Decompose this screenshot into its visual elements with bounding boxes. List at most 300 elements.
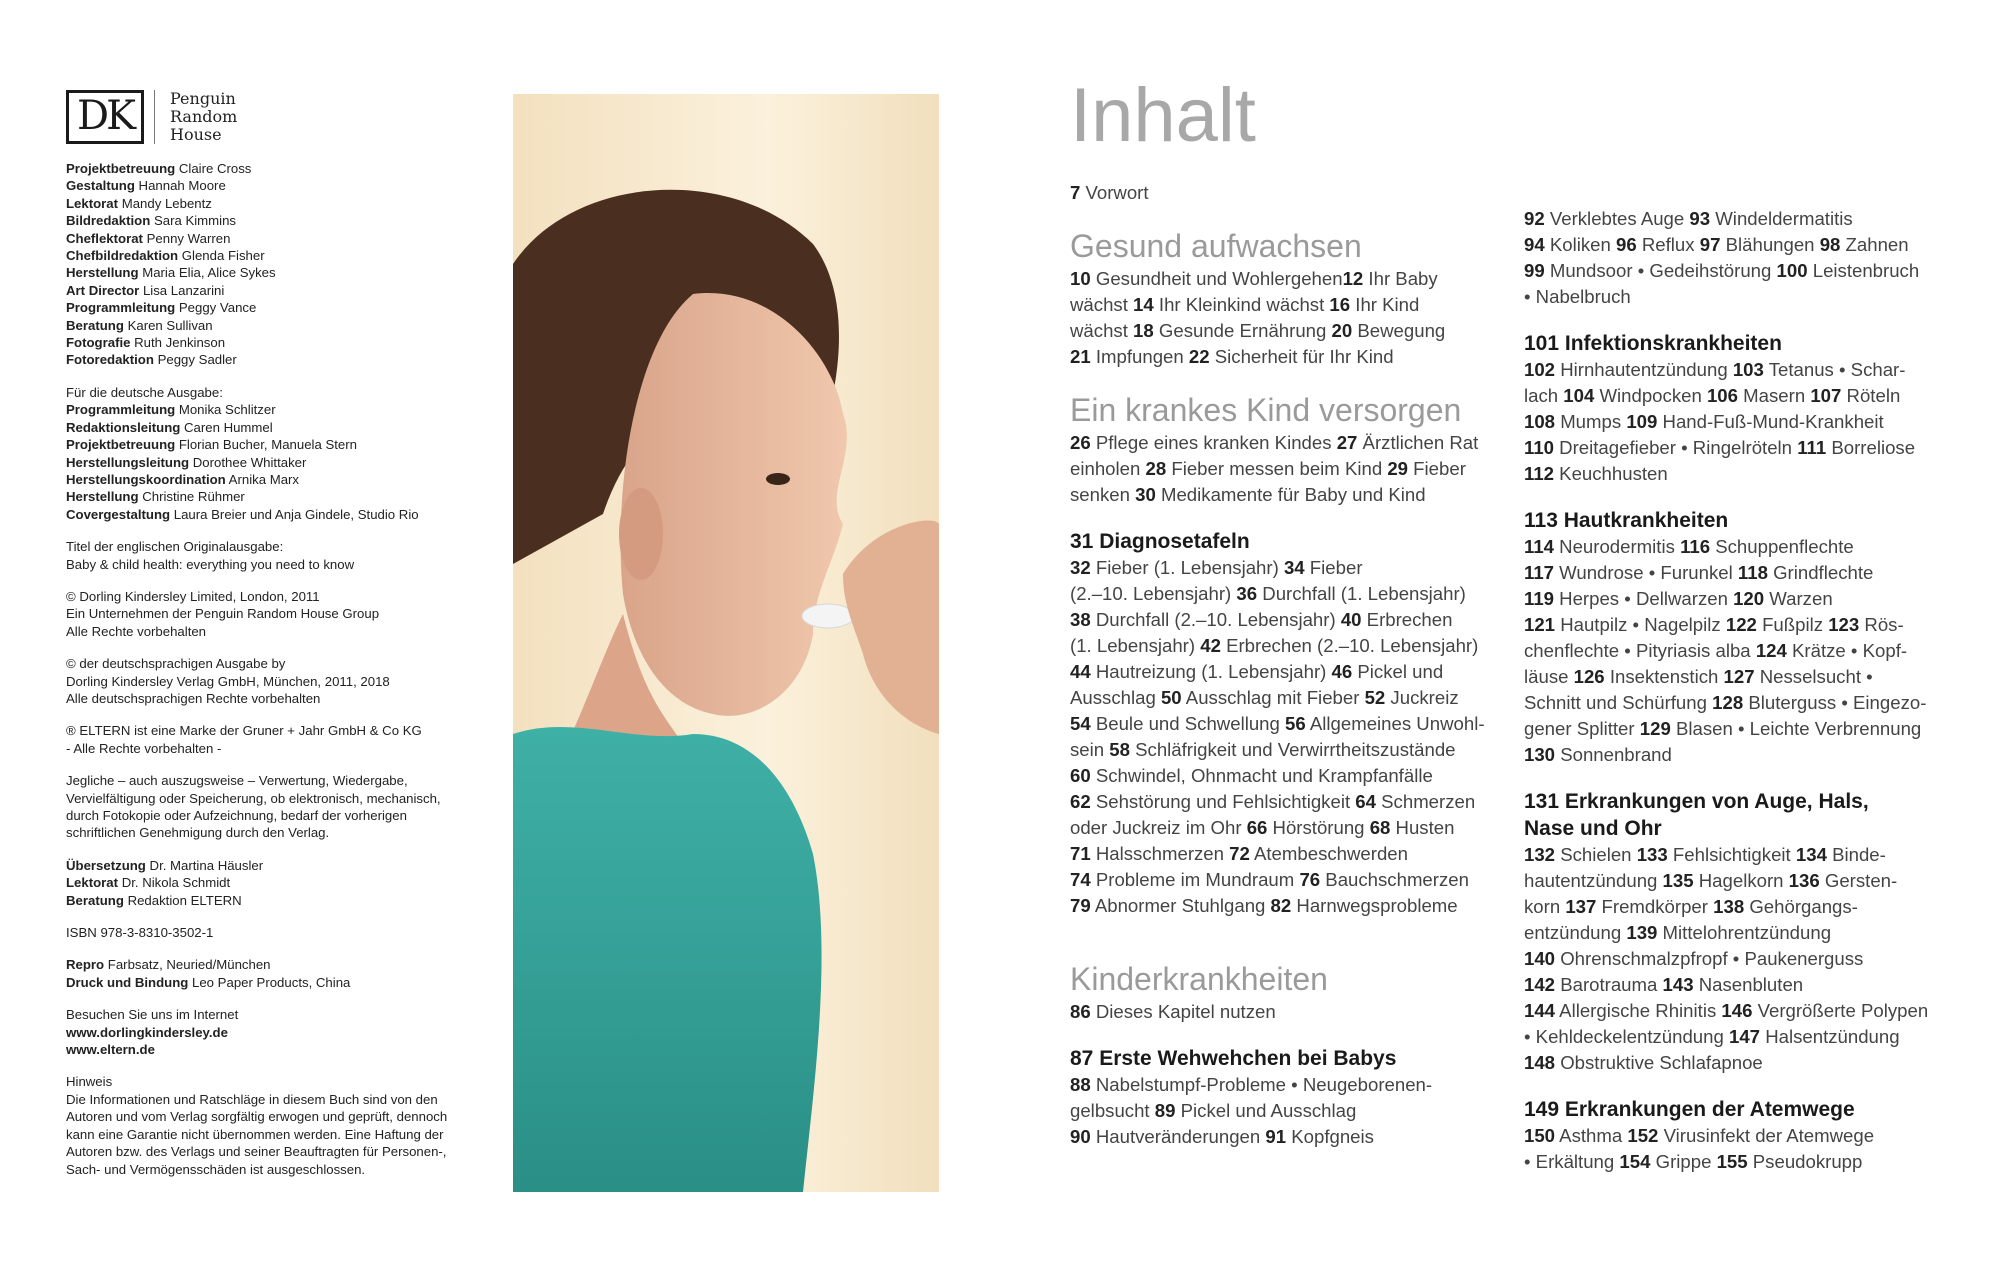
credit-role: Herstellungskoordination (66, 471, 226, 487)
toc-page-number[interactable]: 54 (1070, 713, 1091, 734)
toc-line (1070, 999, 1500, 1025)
toc-entry-text[interactable]: Sicherheit für Ihr Kind (1209, 346, 1394, 367)
toc-page-number[interactable]: 74 (1070, 869, 1091, 890)
toc-entry-text[interactable]: Windpocken (1594, 385, 1707, 406)
toc-entry-text[interactable]: Wundrose • Furunkel (1554, 562, 1738, 583)
toc-entry-text[interactable]: Impfungen (1090, 346, 1189, 367)
toc-line (1070, 1124, 1500, 1150)
credit-role: Projektbetreuung (66, 437, 176, 453)
toc-page-number[interactable]: 130 (1524, 744, 1556, 765)
toc-entry-text[interactable]: Fieber (1. Lebensjahr) (1090, 557, 1284, 578)
toc-line (1524, 842, 1954, 868)
toc-entry-text[interactable]: Krätze • Kopf- (1786, 640, 1908, 661)
toc-page-number[interactable]: 79 (1070, 895, 1091, 916)
spacer (1524, 768, 1954, 788)
credits-list (66, 160, 496, 369)
toc-line (1524, 232, 1954, 258)
toc-page-number[interactable]: 46 (1331, 661, 1353, 682)
toc-page-number[interactable]: 64 (1355, 791, 1376, 812)
toc-page-number[interactable]: 118 (1737, 562, 1768, 583)
toc-page-number[interactable]: 66 (1246, 817, 1268, 838)
credit-name: Hannah Moore (138, 178, 226, 194)
toc-section-heading: Kinderkrankheiten (1070, 961, 1328, 997)
toc-page-number[interactable]: 36 (1236, 583, 1258, 604)
toc-entry-text[interactable]: • Nabelbruch (1524, 286, 1631, 307)
toc-line (1524, 1050, 1954, 1076)
credit-role: Programmleitung (66, 300, 176, 316)
publisher-name (170, 90, 237, 144)
toc-page-number[interactable]: 123 (1828, 614, 1860, 635)
credit-role: Projektbetreuung (66, 161, 176, 176)
toc-page-number[interactable]: 106 (1706, 385, 1738, 406)
toc-chapter-heading: 131 Erkrankungen von Auge, Hals, (1524, 790, 1869, 813)
toc-page-number[interactable]: 154 (1619, 1151, 1651, 1172)
toc-page-number[interactable]: 82 (1270, 895, 1292, 916)
credit-role: Covergestaltung (66, 506, 171, 522)
isbn-block (66, 924, 496, 941)
toc-line (1524, 664, 1954, 690)
toc-entry-text[interactable]: Schwindel, Ohnmacht und Krampfanfälle (1090, 765, 1433, 786)
text-line: Ein Unternehmen der Penguin Random House Group (66, 606, 380, 622)
toc-page-number[interactable]: 86 (1070, 1001, 1091, 1022)
toc-page-number[interactable]: 98 (1819, 234, 1841, 255)
credit-role: Fotoredaktion (66, 352, 154, 368)
toc-entry-text[interactable]: (1. Lebensjahr) (1070, 635, 1201, 656)
toc-entry-text[interactable]: Obstruktive Schlafapnoe (1555, 1052, 1763, 1073)
credit-line (66, 212, 496, 229)
toc-line (1070, 555, 1500, 581)
toc-page-number[interactable]: 133 (1636, 844, 1668, 865)
toc-page-number[interactable]: 110 (1524, 437, 1554, 458)
toc-entry-text[interactable]: Barotrauma (1555, 974, 1663, 995)
toc-entry-text[interactable]: Juckreiz (1385, 687, 1459, 708)
toc-entry-text[interactable]: • Kehldeckelentzündung (1524, 1026, 1729, 1047)
toc-entry-text[interactable]: Ihr Baby (1363, 268, 1438, 289)
toc-page-number[interactable]: 38 (1070, 609, 1091, 630)
toc-line (1070, 292, 1500, 318)
toc-page-number[interactable]: 111 (1797, 437, 1827, 458)
toc-entry-text[interactable]: Kopfgneis (1286, 1126, 1374, 1147)
toc-entry-text[interactable]: (2.–10. Lebensjahr) (1070, 583, 1237, 604)
toc-entry-text[interactable]: Schuppenflechte (1710, 536, 1854, 557)
toc-entry-text[interactable]: Tetanus • Schar- (1763, 359, 1906, 380)
credit-role: Gestaltung (66, 178, 135, 194)
toc-page-number[interactable]: 44 (1070, 661, 1091, 682)
dk-logo-mark: DK (66, 90, 144, 144)
credit-role: Übersetzung (66, 857, 146, 873)
toc-page-number[interactable]: 144 (1524, 1000, 1556, 1021)
toc-page-number[interactable]: 96 (1616, 234, 1637, 255)
credit-line (66, 419, 496, 436)
trademark-note (66, 722, 496, 757)
credit-line (66, 956, 496, 973)
publisher-line: House (170, 125, 222, 144)
toc-entry-text[interactable]: Nasenbluten (1693, 974, 1804, 995)
toc-entry-text[interactable]: Pickel und Ausschlag (1175, 1100, 1357, 1121)
toc-page-number[interactable]: 134 (1795, 844, 1827, 865)
toc-entry-text[interactable]: Grippe (1650, 1151, 1717, 1172)
toc-page-number[interactable]: 126 (1573, 666, 1605, 687)
toc-page-number[interactable]: 29 (1387, 458, 1409, 479)
toc-entry-text[interactable]: Asthma (1555, 1125, 1628, 1146)
copyright-de (66, 655, 496, 707)
toc-line (1524, 435, 1954, 461)
toc-entry-text[interactable]: Schmerzen (1375, 791, 1476, 812)
publisher-line: Penguin (170, 89, 236, 108)
toc-line (1524, 258, 1954, 284)
toc-entry-text[interactable]: Bauchschmerzen (1320, 869, 1469, 890)
text-line: Alle Rechte vorbehalten (66, 623, 207, 639)
toc-entry-text[interactable]: sein (1070, 739, 1110, 760)
toc-entry-text[interactable]: Blasen • Leichte Verbrennung (1670, 718, 1922, 739)
toc-line (1524, 946, 1954, 972)
toc-page-number[interactable]: 136 (1788, 870, 1820, 891)
copyright-uk (66, 588, 496, 640)
toc-entry-text[interactable]: Virusinfekt der Atemwege (1658, 1125, 1875, 1146)
credit-line (66, 436, 496, 453)
toc-line (1524, 534, 1954, 560)
toc-entry-text[interactable]: wächst (1070, 320, 1134, 341)
photo-illustration (513, 94, 939, 1192)
toc-entry-text[interactable]: Gesundheit und Wohlergehen (1090, 268, 1343, 289)
toc-entry-text[interactable]: Pflege eines kranken Kindes (1090, 432, 1337, 453)
toc-entry-text[interactable]: Hand-Fuß-Mund-Krankheit (1657, 411, 1884, 432)
toc-page-number[interactable]: 7 (1070, 182, 1081, 203)
toc-entry-text[interactable]: Ausschlag (1070, 687, 1161, 708)
toc-entry-text[interactable]: Mundsoor • Gedeihstörung (1544, 260, 1777, 281)
toc-page-number[interactable]: 116 (1680, 536, 1711, 557)
toc-entry-text[interactable]: Warzen (1764, 588, 1833, 609)
toc-page-number[interactable]: 30 (1135, 484, 1156, 505)
website-link[interactable]: www.dorlingkindersley.de (66, 1024, 228, 1040)
toc-page-number[interactable]: 148 (1524, 1052, 1556, 1073)
toc-entry-text[interactable]: Beule und Schwellung (1090, 713, 1286, 734)
toc-entry-text[interactable]: Ohrenschmalzpfropf • Paukenerguss (1555, 948, 1864, 969)
credit-line (66, 334, 496, 351)
toc-entry-text[interactable]: Neurodermitis (1554, 536, 1681, 557)
credit-line (66, 351, 496, 368)
toc-page-number[interactable]: 124 (1755, 640, 1787, 661)
toc-entry-text[interactable]: Binde- (1826, 844, 1886, 865)
toc-entry-text[interactable]: wächst (1070, 294, 1134, 315)
toc-entry-text[interactable]: entzündung (1524, 922, 1627, 943)
toc-page-number[interactable]: 50 (1160, 687, 1182, 708)
isbn: ISBN 978-3-8310-3502-1 (66, 925, 214, 941)
toc-entry-text[interactable]: Keuchhusten (1554, 463, 1668, 484)
toc-page-number[interactable]: 27 (1336, 432, 1358, 453)
toc-entry-text[interactable]: Atembeschwerden (1249, 843, 1408, 864)
toc-entry-text[interactable]: Borreliose (1826, 437, 1916, 458)
toc-line (1524, 284, 1954, 310)
toc-entry-text[interactable]: Halsentzündung (1760, 1026, 1900, 1047)
toc-entry-text[interactable]: Allergische Rhinitis (1555, 1000, 1722, 1021)
toc-entry-text[interactable]: Medikamente für Baby und Kind (1155, 484, 1426, 505)
toc-page-number[interactable]: 99 (1524, 260, 1545, 281)
toc-page-number[interactable]: 94 (1524, 234, 1545, 255)
toc-entry-text[interactable]: Probleme im Mundraum (1090, 869, 1300, 890)
toc-entry-text[interactable]: Hagelkorn (1693, 870, 1789, 891)
toc-entry-text[interactable]: läuse (1524, 666, 1574, 687)
toc-page-number[interactable]: 137 (1565, 896, 1597, 917)
toc-page-number[interactable]: 42 (1200, 635, 1221, 656)
toc-entry-text[interactable]: Zahnen (1840, 234, 1909, 255)
toc-entry-text[interactable]: hautentzündung (1524, 870, 1663, 891)
credit-line (66, 177, 496, 194)
toc-entry-text[interactable]: Schläfrigkeit und Verwirrtheitszustände (1129, 739, 1456, 760)
website-link[interactable]: www.eltern.de (66, 1042, 155, 1058)
toc-page-number[interactable]: 16 (1329, 294, 1351, 315)
toc-entry-text[interactable]: Rös- (1859, 614, 1904, 635)
spacer (1070, 206, 1500, 226)
toc-entry-text[interactable]: Schnitt und Schürfung (1524, 692, 1713, 713)
toc-entry-text[interactable]: Halsschmerzen (1090, 843, 1230, 864)
toc-page-number[interactable]: 119 (1524, 588, 1554, 609)
text-line: Jegliche – auch auszugsweise – Verwertung, Wiedergabe, (66, 773, 408, 789)
text-line: durch Fotokopie oder Aufzeichnung, bedarf der vorherigen (66, 808, 407, 823)
toc-entry-text[interactable]: Hautpilz • Nagelpilz (1555, 614, 1726, 635)
toc-entry-text[interactable]: Allgemeines Unwohl- (1305, 713, 1485, 734)
toc-page-number[interactable]: 71 (1070, 843, 1091, 864)
toc-page-number[interactable]: 102 (1524, 359, 1556, 380)
toc-page-number[interactable]: 76 (1299, 869, 1321, 890)
toc-page-number[interactable]: 127 (1723, 666, 1755, 687)
toc-entry-text[interactable]: Grindflechte (1767, 562, 1874, 583)
credit-name: Monika Schlitzer (178, 402, 276, 418)
imprint-block (66, 160, 496, 1193)
credit-name: Karen Sullivan (127, 317, 213, 333)
toc-page-number[interactable]: 22 (1188, 346, 1210, 367)
toc-entry-text[interactable]: Vergrößerte Polypen (1752, 1000, 1929, 1021)
toc-entry-text[interactable]: Hautveränderungen (1090, 1126, 1266, 1147)
toc-entry-text[interactable]: Sehstörung und Fehlsichtigkeit (1090, 791, 1356, 812)
toc-page-number[interactable]: 139 (1626, 922, 1658, 943)
toc-entry-text[interactable]: Gesunde Ernährung (1153, 320, 1332, 341)
toc-entry-text[interactable]: lach (1524, 385, 1564, 406)
toc-page-number[interactable]: 92 (1524, 208, 1545, 229)
toc-page-number[interactable]: 18 (1133, 320, 1154, 341)
toc-page-number[interactable]: 58 (1109, 739, 1130, 760)
toc-page-number[interactable]: 128 (1712, 692, 1744, 713)
toc-entry-text[interactable]: Fremdkörper (1596, 896, 1714, 917)
text-line: Alle deutschsprachigen Rechte vorbehalten (66, 690, 321, 706)
toc-entry-text[interactable]: einholen (1070, 458, 1146, 479)
toc-page-number[interactable]: 146 (1721, 1000, 1753, 1021)
toc-entry-text[interactable]: chenflechte • Pityriasis alba (1524, 640, 1756, 661)
toc-page-number[interactable]: 26 (1070, 432, 1091, 453)
toc-entry-text[interactable]: Windeldermatitis (1710, 208, 1853, 229)
original-title (66, 538, 496, 573)
toc-entry-text[interactable]: Hautreizung (1. Lebensjahr) (1090, 661, 1332, 682)
toc-entry-text[interactable]: Gersten- (1819, 870, 1898, 891)
toc-page-number[interactable]: 121 (1524, 614, 1556, 635)
toc-page-number[interactable]: 122 (1725, 614, 1757, 635)
credit-role: Herstellung (66, 265, 139, 281)
toc-entry-text[interactable]: Mittelohrentzündung (1657, 922, 1832, 943)
toc-page-number[interactable]: 135 (1662, 870, 1694, 891)
toc-page-number[interactable]: 68 (1369, 817, 1391, 838)
toc-entry-text[interactable]: Bluterguss • Eingezo- (1743, 692, 1927, 713)
toc-page-number[interactable]: 20 (1331, 320, 1353, 341)
toc-entry-text[interactable]: Masern (1738, 385, 1811, 406)
toc-entry-text[interactable]: Abnormer Stuhlgang (1090, 895, 1271, 916)
toc-page-number[interactable]: 14 (1133, 294, 1154, 315)
toc-page-number[interactable]: 90 (1070, 1126, 1091, 1147)
toc-entry-text[interactable]: Durchfall (1. Lebensjahr) (1257, 583, 1466, 604)
toc-page-number[interactable]: 129 (1639, 718, 1671, 739)
text-line: Autoren bzw. des Verlags und seiner Beauftragten für Personen-, (66, 1144, 447, 1160)
credit-role: Cheflektorat (66, 230, 143, 246)
toc-line (1070, 344, 1500, 370)
toc-page-number[interactable]: 120 (1733, 588, 1765, 609)
toc-entry-text[interactable]: Ärztlichen Rat (1357, 432, 1479, 453)
toc-entry-text[interactable]: Durchfall (2.–10. Lebensjahr) (1090, 609, 1341, 630)
toc-entry-text[interactable]: Fieber (1304, 557, 1363, 578)
toc-entry-text[interactable]: Ausschlag mit Fieber (1181, 687, 1365, 708)
toc-page-number[interactable]: 132 (1524, 844, 1556, 865)
toc-entry-text[interactable]: Harnwegsprobleme (1291, 895, 1458, 916)
toc-entry-text[interactable]: senken (1070, 484, 1136, 505)
toc-entry-text[interactable]: Bewegung (1352, 320, 1446, 341)
toc-page-number[interactable]: 56 (1285, 713, 1306, 734)
toc-page-number[interactable]: 89 (1154, 1100, 1176, 1121)
toc-entry-text[interactable]: Husten (1390, 817, 1455, 838)
toc-line (1070, 893, 1500, 919)
toc-entry-text[interactable]: Ihr Kleinkind wächst (1153, 294, 1330, 315)
toc-page-number[interactable]: 32 (1070, 557, 1091, 578)
toc-entry-text[interactable]: Fieber (1408, 458, 1466, 479)
toc-entry-text[interactable]: Schielen (1555, 844, 1637, 865)
toc-page-number[interactable]: 117 (1524, 562, 1554, 583)
toc-page-number[interactable]: 88 (1070, 1074, 1091, 1095)
toc-page-number[interactable]: 109 (1626, 411, 1658, 432)
website-block (66, 1006, 496, 1058)
toc-page-number[interactable]: 150 (1524, 1125, 1556, 1146)
toc-page-number[interactable]: 155 (1716, 1151, 1748, 1172)
toc-entry-text[interactable]: Fußpilz (1756, 614, 1829, 635)
toc-entry-text[interactable]: Ihr Kind (1350, 294, 1420, 315)
toc-entry-text[interactable]: gener Splitter (1524, 718, 1640, 739)
toc-entry-text[interactable]: Nesselsucht • (1754, 666, 1873, 687)
toc-entry-text[interactable]: Pseudokrupp (1747, 1151, 1863, 1172)
toc-entry-text[interactable]: Koliken (1544, 234, 1617, 255)
toc-entry-text[interactable]: Reflux (1636, 234, 1700, 255)
credit-line (66, 892, 496, 909)
toc-page-number[interactable]: 12 (1342, 268, 1364, 289)
toc-page-number[interactable]: 72 (1229, 843, 1250, 864)
toc-entry-text[interactable]: Erbrechen (1361, 609, 1453, 630)
production-credits (66, 956, 496, 991)
toc-page-number[interactable]: 143 (1662, 974, 1694, 995)
toc-page-number[interactable]: 152 (1627, 1125, 1659, 1146)
toc-page-number[interactable]: 140 (1524, 948, 1556, 969)
toc-entry-text[interactable]: Blähungen (1720, 234, 1820, 255)
toc-entry-text[interactable]: Mumps (1555, 411, 1627, 432)
credit-line (66, 974, 496, 991)
toc-line (1070, 482, 1500, 508)
text-line: Vervielfältigung oder Speicherung, ob elektronisch, mechanisch, (66, 790, 441, 806)
credit-name: Redaktion ELTERN (127, 892, 242, 908)
toc-entry-text[interactable]: Insektenstich (1604, 666, 1724, 687)
toc-column-left (1070, 180, 1500, 1150)
toc-page-number[interactable]: 142 (1524, 974, 1556, 995)
toc-page-number[interactable]: 28 (1145, 458, 1167, 479)
toc-page-number[interactable]: 93 (1689, 208, 1711, 229)
toc-page-number[interactable]: 52 (1364, 687, 1386, 708)
toc-entry-text[interactable]: Nabelstumpf-Probleme • Neugeborenen- (1090, 1074, 1433, 1095)
spacer (1070, 508, 1500, 528)
toc-entry-text[interactable]: Dieses Kapitel nutzen (1090, 1001, 1276, 1022)
toc-entry-text[interactable]: Vorwort (1080, 182, 1149, 203)
toc-entry-text[interactable]: Gehörgangs- (1744, 896, 1858, 917)
credit-role: Fotografie (66, 335, 131, 351)
toc-entry-text[interactable]: Erbrechen (2.–10. Lebensjahr) (1220, 635, 1479, 656)
credit-name: Sara Kimmins (153, 213, 237, 229)
credit-name: Christine Rühmer (142, 489, 245, 505)
toc-entry-text[interactable]: Fehlsichtigkeit (1667, 844, 1796, 865)
credit-line (66, 857, 496, 874)
toc-page-number[interactable]: 97 (1699, 234, 1721, 255)
toc-entry-text[interactable]: korn (1524, 896, 1566, 917)
publisher-logo (66, 90, 266, 144)
toc-entry-text[interactable]: Fieber messen beim Kind (1166, 458, 1388, 479)
toc-entry-text[interactable]: Hirnhautentzündung (1555, 359, 1733, 380)
toc-page-number[interactable]: 91 (1265, 1126, 1287, 1147)
toc-page-number[interactable]: 103 (1732, 359, 1764, 380)
toc-page-number[interactable]: 60 (1070, 765, 1091, 786)
toc-chapter-heading: 101 Infektionskrankheiten (1524, 332, 1782, 355)
toc-entry-text[interactable]: Verklebtes Auge (1544, 208, 1690, 229)
toc-line (1524, 920, 1954, 946)
toc-entry-text[interactable]: Röteln (1841, 385, 1901, 406)
toc-page-number[interactable]: 147 (1729, 1026, 1761, 1047)
toc-page-number[interactable]: 40 (1340, 609, 1362, 630)
credit-line (66, 454, 496, 471)
toc-entry-text[interactable]: • Erkältung (1524, 1151, 1620, 1172)
toc-entry-text[interactable]: Herpes • Dellwarzen (1554, 588, 1734, 609)
credit-role: Lektorat (66, 875, 119, 891)
toc-page-number[interactable]: 34 (1283, 557, 1305, 578)
toc-page-number[interactable]: 100 (1776, 260, 1808, 281)
toc-page-number[interactable]: 138 (1713, 896, 1745, 917)
toc-section-heading: Ein krankes Kind versorgen (1070, 392, 1462, 428)
toc-entry-text[interactable]: gelbsucht (1070, 1100, 1155, 1121)
toc-page-number[interactable]: 108 (1524, 411, 1556, 432)
toc-line (1070, 318, 1500, 344)
credit-name: Leo Paper Products, China (192, 974, 351, 990)
toc-page-number[interactable]: 104 (1563, 385, 1595, 406)
toc-page-number[interactable]: 10 (1070, 268, 1091, 289)
toc-page-number[interactable]: 112 (1524, 463, 1554, 484)
toc-page-number[interactable]: 107 (1810, 385, 1842, 406)
toc-line (1070, 737, 1500, 763)
toc-page-number[interactable]: 21 (1070, 346, 1091, 367)
credit-line (66, 299, 496, 316)
toc-entry-text[interactable]: Hörstörung (1267, 817, 1370, 838)
toc-entry-text[interactable]: Leistenbruch (1807, 260, 1920, 281)
credit-line (66, 282, 496, 299)
toc-entry-text[interactable]: Pickel und (1352, 661, 1444, 682)
toc-entry-text[interactable]: Dreitagefieber • Ringelröteln (1554, 437, 1798, 458)
toc-page-number[interactable]: 114 (1524, 536, 1554, 557)
toc-title: Inhalt (1070, 73, 1256, 158)
spacer (1070, 939, 1500, 959)
toc-line (1070, 763, 1500, 789)
toc-entry-text[interactable]: oder Juckreiz im Ohr (1070, 817, 1247, 838)
toc-column-right (1524, 206, 1954, 1175)
text-line: schriftlichen Genehmigung durch den Verlag. (66, 825, 330, 841)
toc-entry-text[interactable]: Sonnenbrand (1555, 744, 1672, 765)
toc-page-number[interactable]: 62 (1070, 791, 1091, 812)
